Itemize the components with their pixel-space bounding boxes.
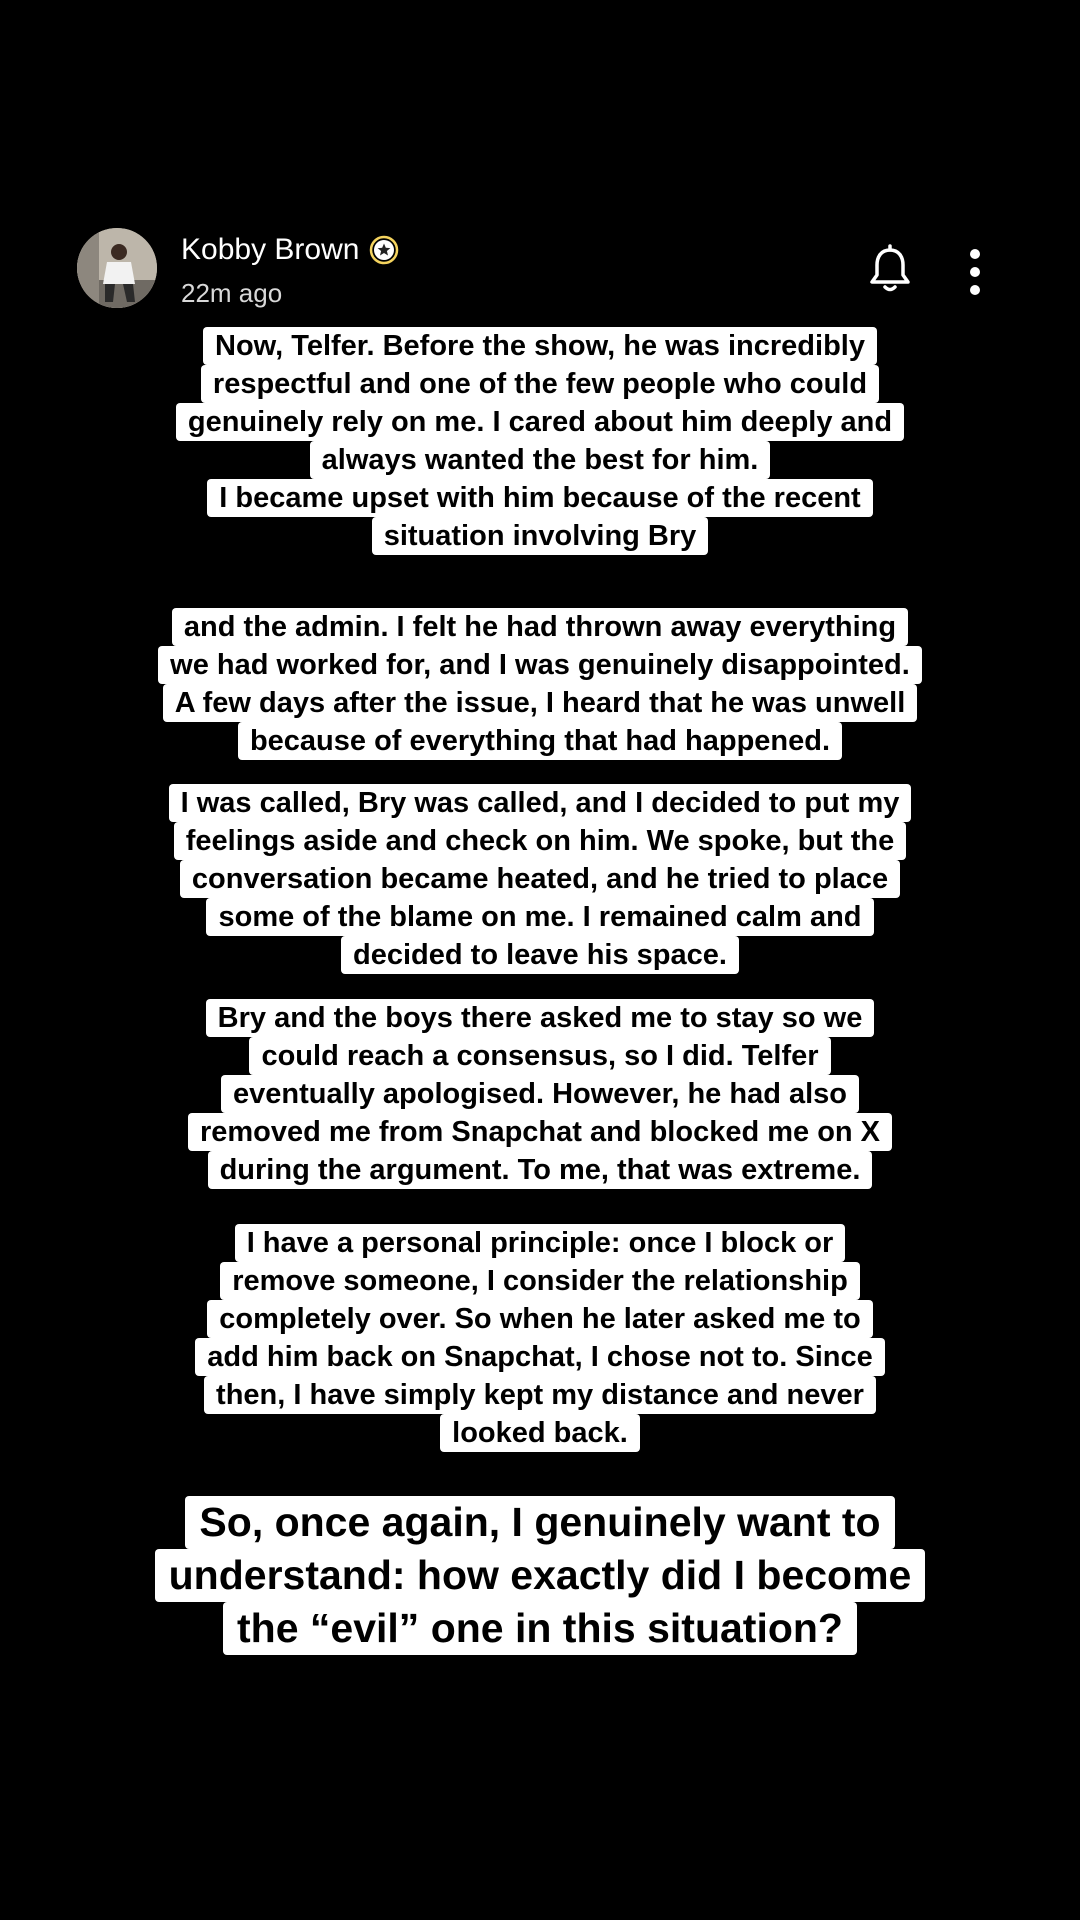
caption-line: So, once again, I genuinely want to [185, 1496, 894, 1549]
user-name-row [181, 232, 399, 268]
caption-line: A few days after the issue, I heard that he was unwell [163, 684, 918, 722]
caption-block-3 [0, 784, 1080, 974]
caption-line: I was called, Bry was called, and I decided to put my [169, 784, 912, 822]
caption-line: add him back on Snapchat, I chose not to. Since [195, 1338, 885, 1376]
star-badge-icon [369, 235, 399, 265]
caption-line: looked back. [440, 1414, 640, 1452]
caption-line: could reach a consensus, so I did. Telfer [249, 1037, 830, 1075]
caption-line: removed me from Snapchat and blocked me on X [188, 1113, 892, 1151]
caption-line: decided to leave his space. [341, 936, 739, 974]
caption-line: conversation became heated, and he tried to place [180, 860, 900, 898]
user-name[interactable]: Kobby Brown [181, 233, 360, 266]
caption-line: Bry and the boys there asked me to stay so we [206, 999, 875, 1037]
caption-line: Now, Telfer. Before the show, he was incredibly [203, 327, 877, 365]
caption-block-2 [0, 608, 1080, 760]
caption-line: I became upset with him because of the recent [207, 479, 872, 517]
caption-block-5 [0, 1224, 1080, 1452]
caption-line: remove someone, I consider the relationship [220, 1262, 860, 1300]
caption-line: feelings aside and check on him. We spoke, but the [174, 822, 907, 860]
caption-line: we had worked for, and I was genuinely disappointed. [158, 646, 922, 684]
avatar[interactable] [77, 228, 157, 308]
caption-line: the “evil” one in this situation? [223, 1602, 857, 1655]
caption-line: understand: how exactly did I become [155, 1549, 926, 1602]
caption-line: always wanted the best for him. [310, 441, 771, 479]
caption-line: respectful and one of the few people who could [201, 365, 879, 403]
caption-block-1 [0, 327, 1080, 555]
caption-line: and the admin. I felt he had thrown away everything [172, 608, 908, 646]
caption-line: then, I have simply kept my distance and never [204, 1376, 876, 1414]
caption-line: genuinely rely on me. I cared about him deeply and [176, 403, 904, 441]
caption-line: I have a personal principle: once I block or [235, 1224, 846, 1262]
bell-icon[interactable] [867, 244, 913, 294]
caption-line: situation involving Bry [372, 517, 709, 555]
post-header [77, 228, 1007, 312]
caption-line: some of the blame on me. I remained calm and [206, 898, 873, 936]
caption-block-6 [0, 1496, 1080, 1655]
caption-line: because of everything that had happened. [238, 722, 842, 760]
post-timestamp: 22m ago [181, 278, 283, 308]
caption-line: eventually apologised. However, he had also [221, 1075, 859, 1113]
caption-line: during the argument. To me, that was extreme. [208, 1151, 873, 1189]
caption-line: completely over. So when he later asked me to [207, 1300, 872, 1338]
more-vertical-icon[interactable] [965, 248, 985, 296]
caption-block-4 [0, 999, 1080, 1189]
avatar-photo [77, 228, 157, 308]
